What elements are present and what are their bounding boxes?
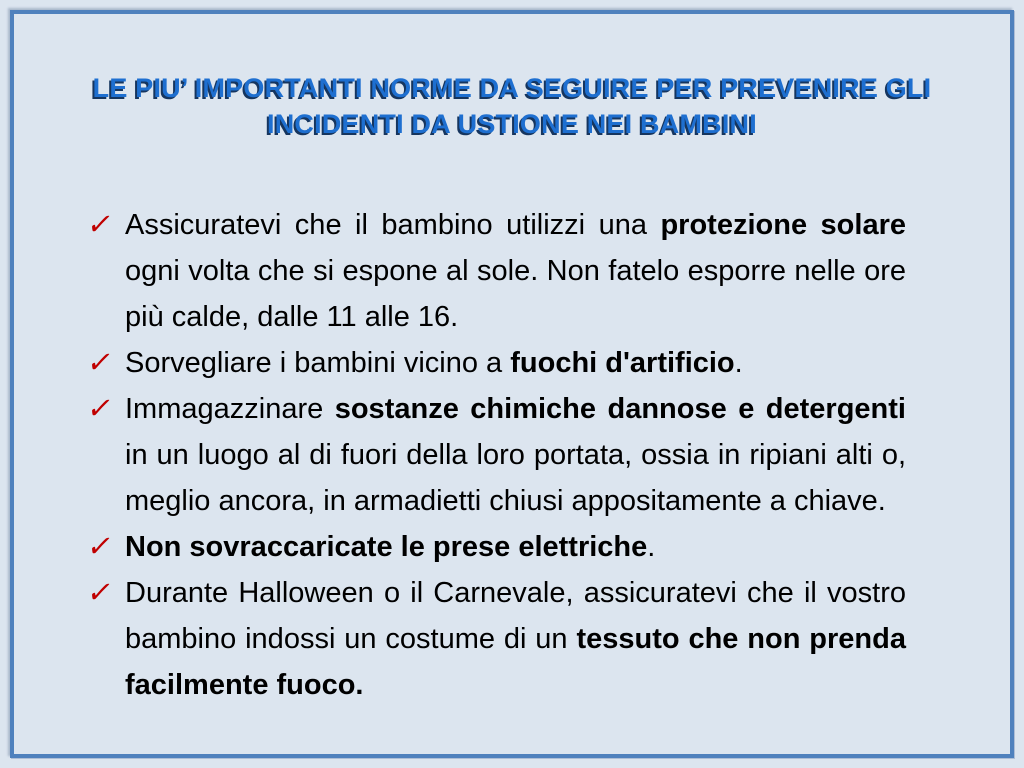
- bullet-text-bold: Non sovraccaricate le prese elettriche: [125, 531, 648, 563]
- list-item: [84, 570, 906, 708]
- check-icon: ✓: [84, 347, 116, 379]
- list-item: [84, 386, 906, 524]
- list-item: [84, 202, 906, 340]
- slide-title: [60, 70, 964, 142]
- slide-title-line1: LE PIU’ IMPORTANTI NORME DA SEGUIRE PER PREVENIRE GLI: [92, 73, 932, 103]
- check-icon: ✓: [84, 531, 116, 563]
- bullet-text: Sorvegliare i bambini vicino a: [125, 347, 511, 379]
- bullet-text: Assicuratevi che il bambino utilizzi una: [125, 209, 661, 241]
- bullet-list: [84, 202, 906, 708]
- check-icon: ✓: [84, 393, 116, 425]
- list-item: [84, 340, 906, 386]
- slide-title-line2: INCIDENTI DA USTIONE NEI BAMBINI: [267, 109, 757, 139]
- bullet-text: in un luogo al di fuori della loro portata, ossia in ripiani alti o, meglio ancora, in armadietti chiusi appositamente a chiave.: [125, 439, 906, 517]
- bullet-text: Immagazzinare: [125, 393, 335, 425]
- bullet-text: .: [647, 531, 656, 563]
- bullet-text: Durante Halloween o il Carnevale, assicuratevi che il vostro bambino indossi un costume di un: [125, 577, 906, 655]
- list-item: [84, 524, 906, 570]
- check-icon: ✓: [84, 209, 116, 241]
- bullet-text-bold: fuochi d'artificio: [510, 347, 735, 379]
- check-icon: ✓: [84, 577, 116, 609]
- bullet-text-bold: sostanze chimiche dannose e detergenti: [334, 393, 906, 425]
- bullet-text: ogni volta che si espone al sole. Non fatelo esporre nelle ore più calde, dalle 11 alle 16.: [125, 255, 906, 333]
- bullet-text-bold: tessuto che non prenda facilmente fuoco.: [125, 623, 906, 701]
- bullet-text: .: [734, 347, 743, 379]
- bullet-text-bold: protezione solare: [660, 209, 906, 241]
